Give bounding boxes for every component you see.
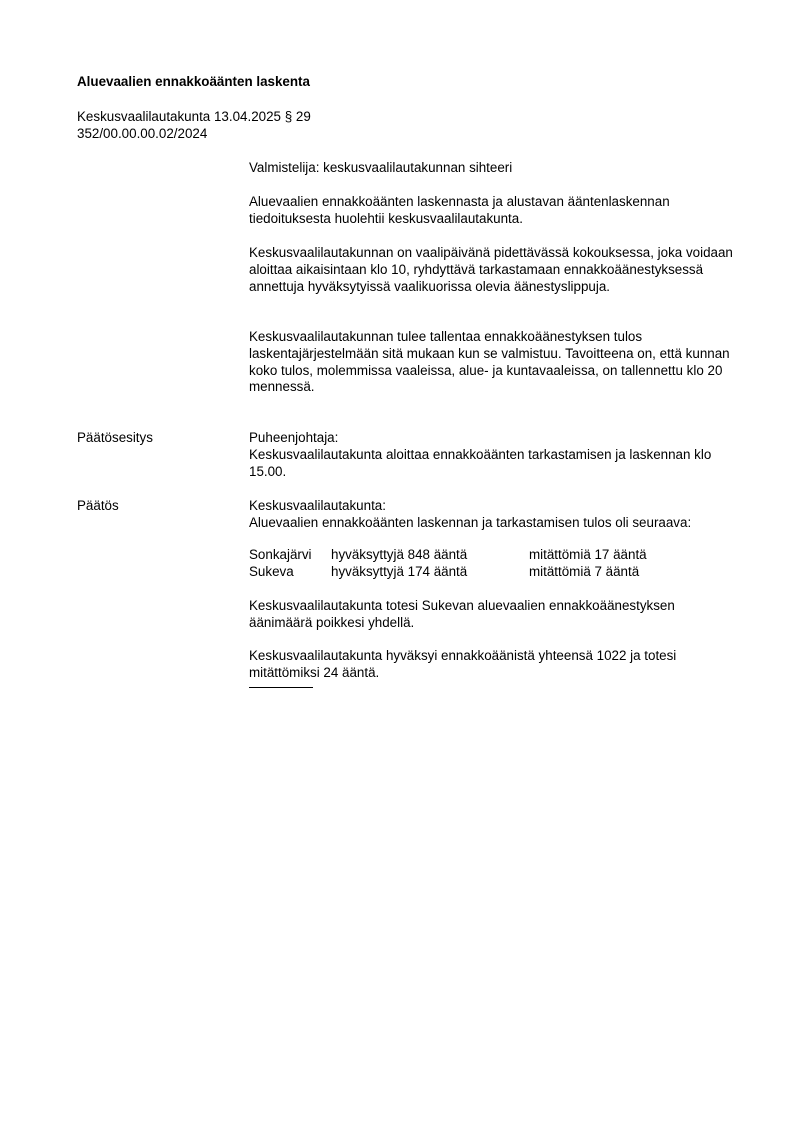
record-number: 352/00.00.00.02/2024: [77, 125, 208, 141]
decision-speaker: Keskusvaalilautakunta:: [249, 498, 386, 513]
preparation-section: [249, 160, 739, 177]
preparation-paragraph-1: [249, 194, 739, 228]
note-text: Keskusvaalilautakunta totesi Sukevan aluevaalien ennakkoäänestyksen äänimäärä poikkesi yhdellä.: [249, 598, 675, 630]
decision-label: Päätös: [77, 498, 119, 513]
paragraph-text: Keskusvaalilautakunnan tulee tallentaa ennakkoäänestyksen tulos laskentajärjestelmään sitä mukaan kun se valmistuu. Tavoitteena on, että kunnan koko tulos, molemmissa vaaleissa, alue- ja kuntavaaleissa, on tallennettu klo 20 mennessä.: [249, 329, 730, 395]
results-table: [249, 547, 739, 581]
proposal-label: Päätösesitys: [77, 430, 153, 445]
paragraph-text: Aluevaalien ennakkoäänten laskennasta ja alustavan ääntenlaskennan tiedoituksesta huolehtii keskusvaalilautakunta.: [249, 194, 670, 226]
result-accepted: hyväksyttyjä 848 ääntä: [331, 547, 468, 562]
result-rejected: mitättömiä 17 ääntä: [529, 547, 647, 562]
end-divider: [249, 687, 313, 688]
paragraph-text: Keskusvaalilautakunnan on vaalipäivänä pidettävässä kokouksessa, joka voidaan aloittaa aikaisintaan klo 10, ryhdyttävä tarkastamaan ennakkoäänestyksessä annettuja hyväksytyissä vaalikuorissa olevia äänestyslippuja.: [249, 245, 733, 294]
preparer-line: Valmistelija: keskusvaalilautakunnan sihteeri: [249, 160, 513, 175]
result-row-sukeva: [249, 564, 739, 581]
result-accepted: hyväksyttyjä 174 ääntä: [331, 563, 468, 579]
proposal-speaker: Puheenjohtaja:: [249, 430, 339, 445]
result-rejected: mitättömiä 7 ääntä: [529, 563, 640, 579]
decision-conclusion: [249, 648, 739, 688]
proposal-section: [249, 430, 739, 480]
decision-note: [249, 598, 739, 632]
conclusion-text: Keskusvaalilautakunta hyväksyi ennakkoäänistä yhteensä 1022 ja totesi mitättömiksi 24 ääntä.: [249, 648, 677, 680]
result-row-sonkajarvi: [249, 547, 739, 564]
document-title: Aluevaalien ennakkoäänten laskenta: [77, 74, 310, 89]
proposal-text: Keskusvaalilautakunta aloittaa ennakkoäänten tarkastamisen ja laskennan klo 15.00.: [249, 446, 712, 479]
result-place: Sukeva: [249, 563, 294, 579]
meeting-meta: [77, 109, 311, 143]
result-place: Sonkajärvi: [249, 547, 312, 562]
preparation-paragraph-2: [249, 245, 739, 295]
meeting-line: Keskusvaalilautakunta 13.04.2025 § 29: [77, 109, 311, 124]
decision-intro: Aluevaalien ennakkoäänten laskennan ja tarkastamisen tulos oli seuraava:: [249, 514, 692, 530]
preparation-paragraph-3: [249, 329, 739, 396]
decision-section: [249, 498, 739, 532]
